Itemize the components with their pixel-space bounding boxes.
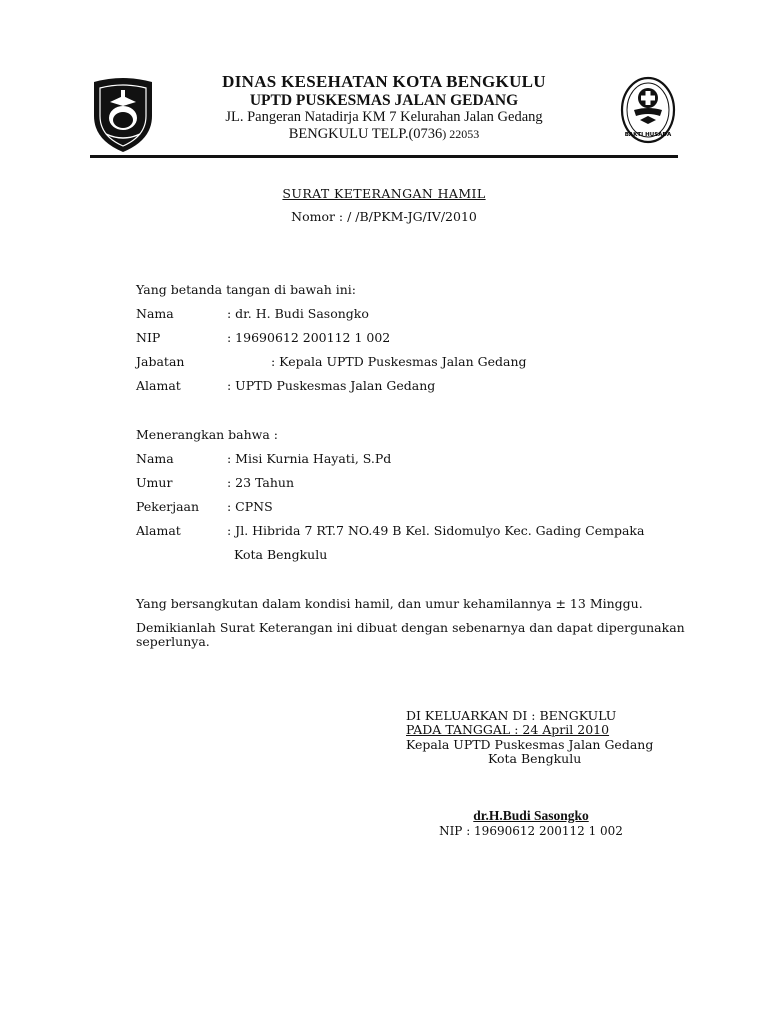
subject-name-label: Nama (136, 451, 174, 466)
letterhead-unit: UPTD PUSKESMAS JALAN GEDANG (249, 92, 519, 109)
closing-text-line2: seperlunya. (136, 634, 210, 649)
issued-at: DI KELUARKAN DI : BENGKULU (406, 708, 617, 723)
issued-date: PADA TANGGAL : 24 April 2010 (406, 722, 610, 737)
letterhead-phone (150, 126, 618, 143)
letterhead-phone-main: BENGKULU TELP.(0736 (288, 126, 443, 142)
signer-name-label: Nama (136, 306, 174, 321)
subject-name-value: : Misi Kurnia Hayati, S.Pd (227, 451, 392, 466)
subject-address-value: : Jl. Hibrida 7 RT.7 NO.49 B Kel. Sidomulyo Kec. Gading Cempaka (227, 523, 645, 538)
subject-age-label: Umur (136, 475, 173, 490)
subject-job-label: Pekerjaan (136, 499, 200, 514)
signer-position-footer: Kepala UPTD Puskesmas Jalan Gedang (406, 737, 654, 752)
subject-job-value: : CPNS (227, 499, 273, 514)
intro-text: Yang betanda tangan di bawah ini: (136, 282, 356, 297)
letter-number: Nomor : / /B/PKM-JG/IV/2010 (291, 209, 477, 224)
statement-text: Yang bersangkutan dalam kondisi hamil, dan umur kehamilannya ± 13 Minggu. (136, 596, 643, 611)
closing-text-line1: Demikianlah Surat Keterangan ini dibuat dengan sebenarnya dan dapat dipergunakan (136, 620, 685, 635)
letterhead-phone-number: ) 22053 (442, 127, 480, 141)
letter-title: SURAT KETERANGAN HAMIL (282, 186, 486, 201)
signer-name-value: : dr. H. Budi Sasongko (227, 306, 369, 321)
signer-address-value: : UPTD Puskesmas Jalan Gedang (227, 378, 436, 393)
signer-signature-nip: NIP : 19690612 200112 1 002 (439, 824, 623, 838)
subject-address-label: Alamat (136, 523, 181, 538)
signer-position-value: : Kepala UPTD Puskesmas Jalan Gedang (271, 354, 527, 369)
letterhead-divider (90, 155, 678, 158)
signer-address-label: Alamat (136, 378, 181, 393)
signer-nip-value: : 19690612 200112 1 002 (227, 330, 391, 345)
letterhead-agency: DINAS KESEHATAN KOTA BENGKULU (222, 72, 546, 91)
bengkulu-city-emblem-icon (88, 76, 158, 154)
signer-city-footer: Kota Bengkulu (488, 751, 582, 766)
bakti-husada-label: BAKTI HUSADA (624, 132, 672, 138)
subject-address-city: Kota Bengkulu (234, 547, 328, 562)
menerangkan-text: Menerangkan bahwa : (136, 427, 279, 442)
bakti-husada-emblem-icon (620, 76, 676, 144)
letterhead-address: JL. Pangeran Natadirja KM 7 Kelurahan Jalan Gedang (225, 109, 543, 125)
signer-signature-name: dr.H.Budi Sasongko (473, 808, 589, 823)
signer-nip-label: NIP (136, 330, 161, 345)
subject-age-value: : 23 Tahun (227, 475, 295, 490)
signer-position-label: Jabatan (136, 354, 185, 369)
